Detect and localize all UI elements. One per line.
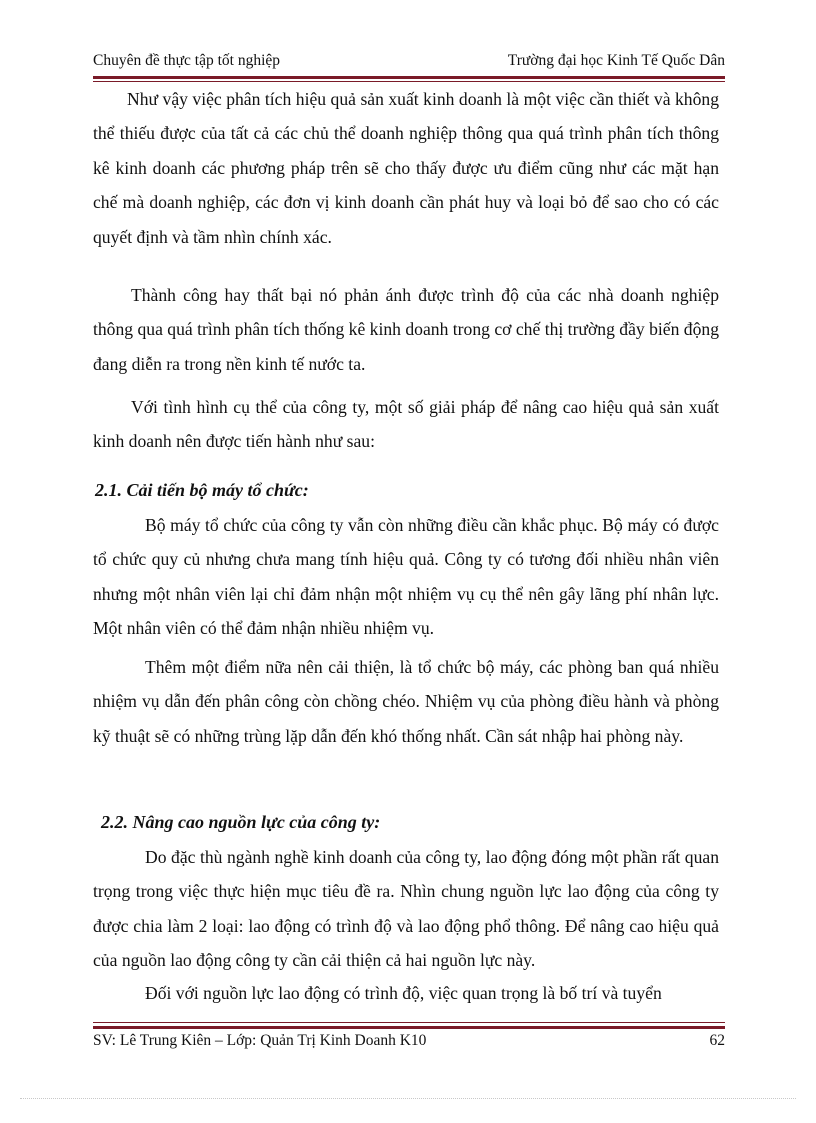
footer-rule-thick	[93, 1026, 725, 1029]
paragraph-2-2-b: Đối với nguồn lực lao động có trình độ, việc quan trọng là bố trí và tuyển	[145, 983, 662, 1003]
footer-rule-thin	[93, 1022, 725, 1023]
paragraph-intro: Như vậy việc phân tích hiệu quả sản xuất kinh doanh là một việc cần thiết và không thể thiếu được của tất cả các chủ thể doanh nghiệp thông qua quá trình phân tích thông kê kinh doanh các phương pháp trên sẽ cho thấy được ưu điểm cũng như các mặt hạn chế mà doanh nghiệp, các đơn vị kinh doanh cần phát huy và loại bỏ để sao cho có các quyết định và tầm nhìn chính xác.	[93, 89, 719, 247]
page-header	[93, 50, 725, 76]
paragraph-2-2-a: Do đặc thù ngành nghề kinh doanh của công ty, lao động đóng một phần rất quan trọng trong việc thực hiện mục tiêu đề ra. Nhìn chung nguồn lực lao động của công ty được chia làm 2 loại: lao động có trình độ và lao động phổ thông. Để nâng cao hiệu quả của nguồn lao động công ty cần cải thiện cả hai nguồn lực này.	[93, 847, 719, 971]
page-footer	[93, 1032, 725, 1056]
paragraph-success: Thành công hay thất bại nó phản ánh được trình độ của các nhà doanh nghiệp thông qua quá trình phân tích thống kê kinh doanh trong cơ chế thị trường đầy biến động đang diễn ra trong nền kinh tế nước ta.	[93, 285, 719, 374]
header-left-text: Chuyên đề thực tập tốt nghiệp	[93, 52, 281, 69]
section-heading-2-2: 2.2. Nâng cao nguồn lực của công ty:	[101, 812, 381, 832]
page-boundary-divider	[20, 1098, 796, 1099]
paragraph-solutions-intro: Với tình hình cụ thể của công ty, một số giải pháp để nâng cao hiệu quả sản xuất kinh doanh nên được tiến hành như sau:	[93, 397, 719, 452]
paragraph-2-1-b: Thêm một điểm nữa nên cải thiện, là tổ chức bộ máy, các phòng ban quá nhiều nhiệm vụ dẫn đến phân công còn chồng chéo. Nhiệm vụ của phòng điều hành và phòng kỹ thuật sẽ có những trùng lặp dẫn đến khó thống nhất. Cần sát nhập hai phòng này.	[93, 657, 719, 746]
section-heading-2-1: 2.1. Cải tiến bộ máy tổ chức:	[95, 480, 309, 500]
header-rule-thick	[93, 76, 725, 79]
header-right-text: Trường đại học Kinh Tế Quốc Dân	[507, 52, 725, 69]
footer-student-info: SV: Lê Trung Kiên – Lớp: Quản Trị Kinh Doanh K10	[93, 1032, 427, 1049]
page-number: 62	[709, 1032, 725, 1049]
paragraph-2-1-a: Bộ máy tổ chức của công ty vẫn còn những điều cần khắc phục. Bộ máy có được tổ chức quy củ nhưng chưa mang tính hiệu quả. Công ty có tương đối nhiều nhân viên nhưng một nhân viên lại chỉ đảm nhận một nhiệm vụ cụ thể nên gây lãng phí nhân lực. Một nhân viên có thể đảm nhận nhiều nhiệm vụ.	[93, 515, 719, 639]
